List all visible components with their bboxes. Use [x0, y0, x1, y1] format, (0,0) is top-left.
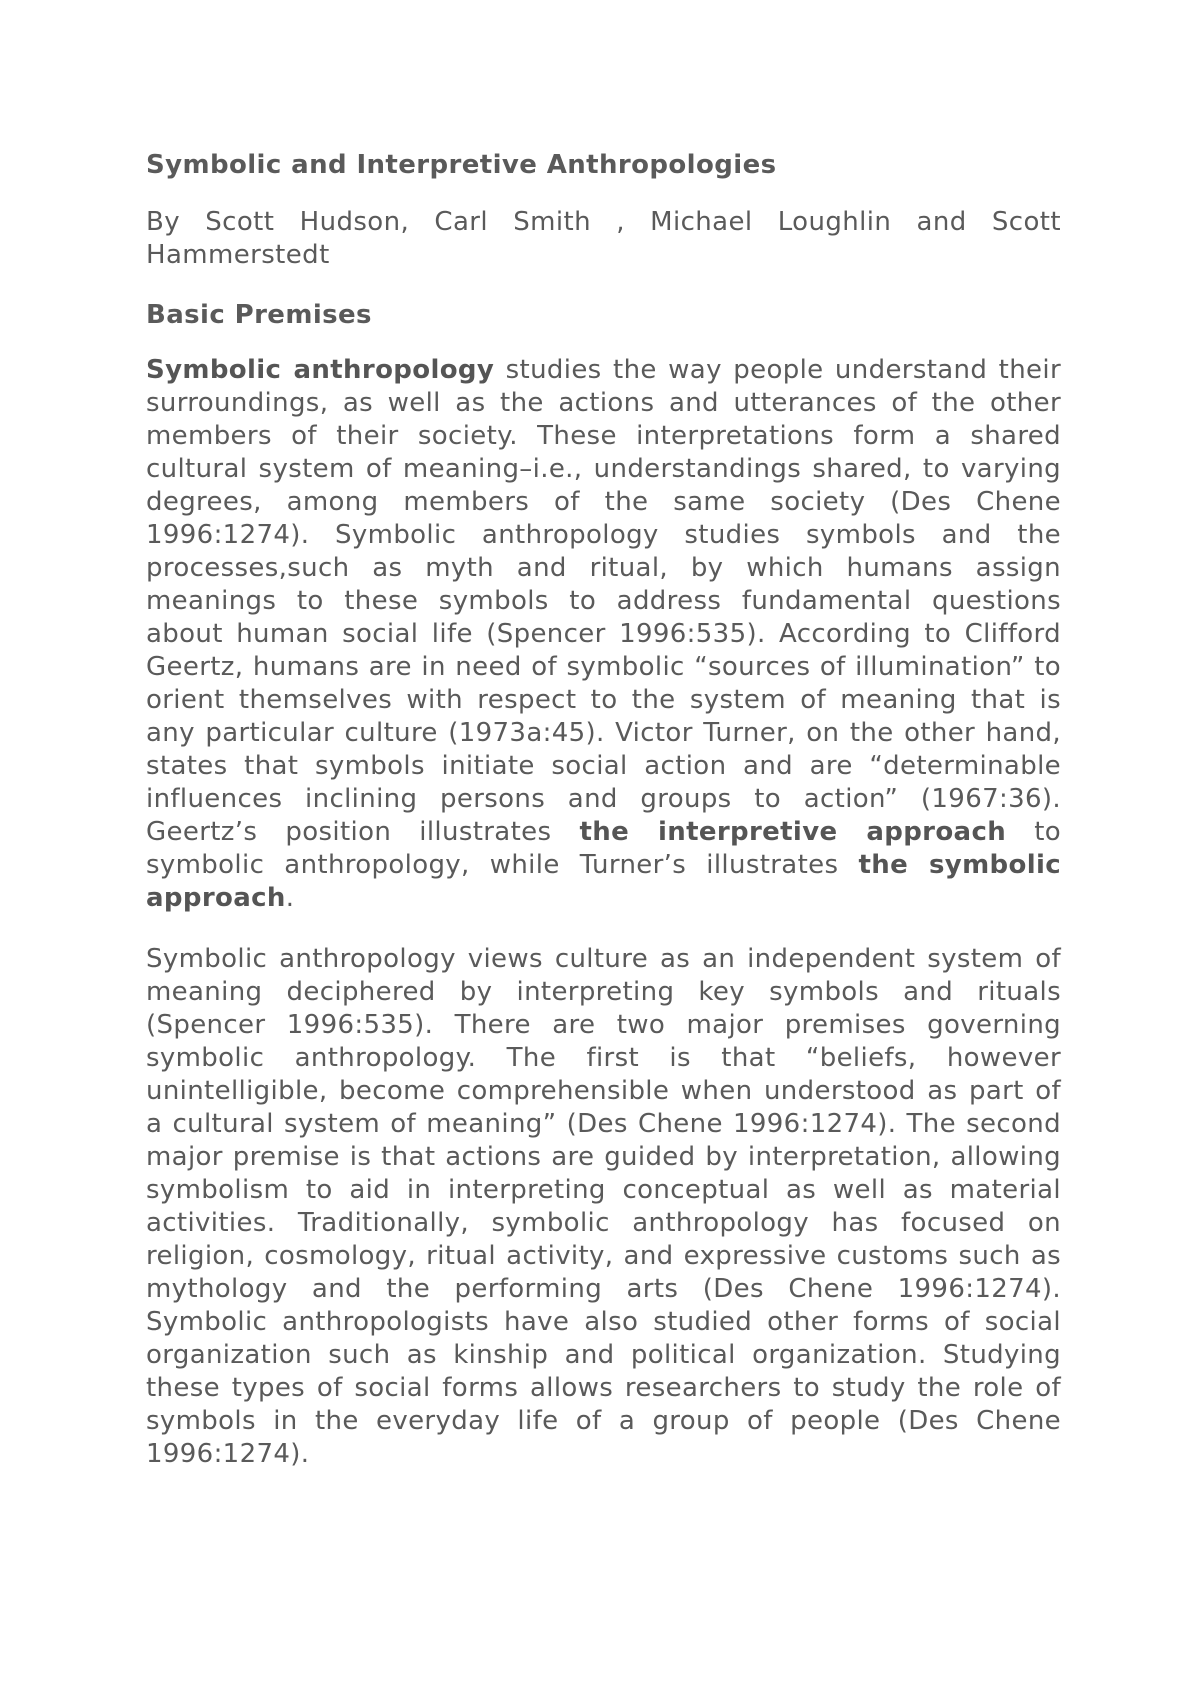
paragraph-1-bold-lead: Symbolic anthropology: [146, 355, 495, 385]
paragraph-1-text-b: to symbolic anthropology, while Turner’s illustrates: [146, 817, 1061, 880]
paragraph-2: Symbolic anthropology views culture as an independent system of meaning deciphered by interpreting key symbols and rituals (Spencer 1996:535). There are two major premises governing symbolic anthropology. The first is that “beliefs, however unintelligible, become comprehensible when understood as part of a cultural system of meaning” (Des Chene 1996:1274). The second major premise is that actions are guided by interpretation, allowing symbolism to aid in interpreting conceptual as well as material activities. Traditionally, symbolic anthropology has focused on religion, cosmology, ritual activity, and expressive customs such as mythology and the performing arts (Des Chene 1996:1274). Symbolic anthropologists have also studied other forms of social organization such as kinship and political organization. Studying these types of social forms allows researchers to study the role of symbols in the everyday life of a group of people (Des Chene 1996:1274).: [146, 944, 1061, 1469]
interpretive-approach-term: the interpretive approach: [579, 817, 1007, 847]
paragraph-1-text-a: studies the way people understand their surroundings, as well as the actions and utterances of the other members of their society. These interpretations form a shared cultural system of meaning–i.e., understandings shared, to varying degrees, among members of the same society (Des Chene 1996:1274). Symbolic anthropology studies symbols and the processes,such as myth and ritual, by which humans assign meanings to these symbols to address fundamental questions about human social life (Spencer 1996:535). According to Clifford Geertz, humans are in need of symbolic “sources of illumination” to orient themselves with respect to the system of meaning that is any particular culture (1973a:45). Victor Turner, on the other hand, states that symbols initiate social action and are “determinable influences inclining persons and groups to action” (1967:36). Geertz’s position illustrates: [146, 355, 1062, 847]
section-heading: Basic Premises: [146, 300, 372, 330]
document-page: [146, 140, 1061, 1640]
paragraph-1-text-c: .: [285, 883, 295, 913]
symbolic-approach-term: the symbolic approach: [146, 850, 1061, 913]
paragraph-1: [146, 354, 1061, 915]
document-title: Symbolic and Interpretive Anthropologies: [146, 150, 777, 180]
author-line: By Scott Hudson, Carl Smith , Michael Loughlin and Scott Hammerstedt: [146, 207, 1061, 270]
